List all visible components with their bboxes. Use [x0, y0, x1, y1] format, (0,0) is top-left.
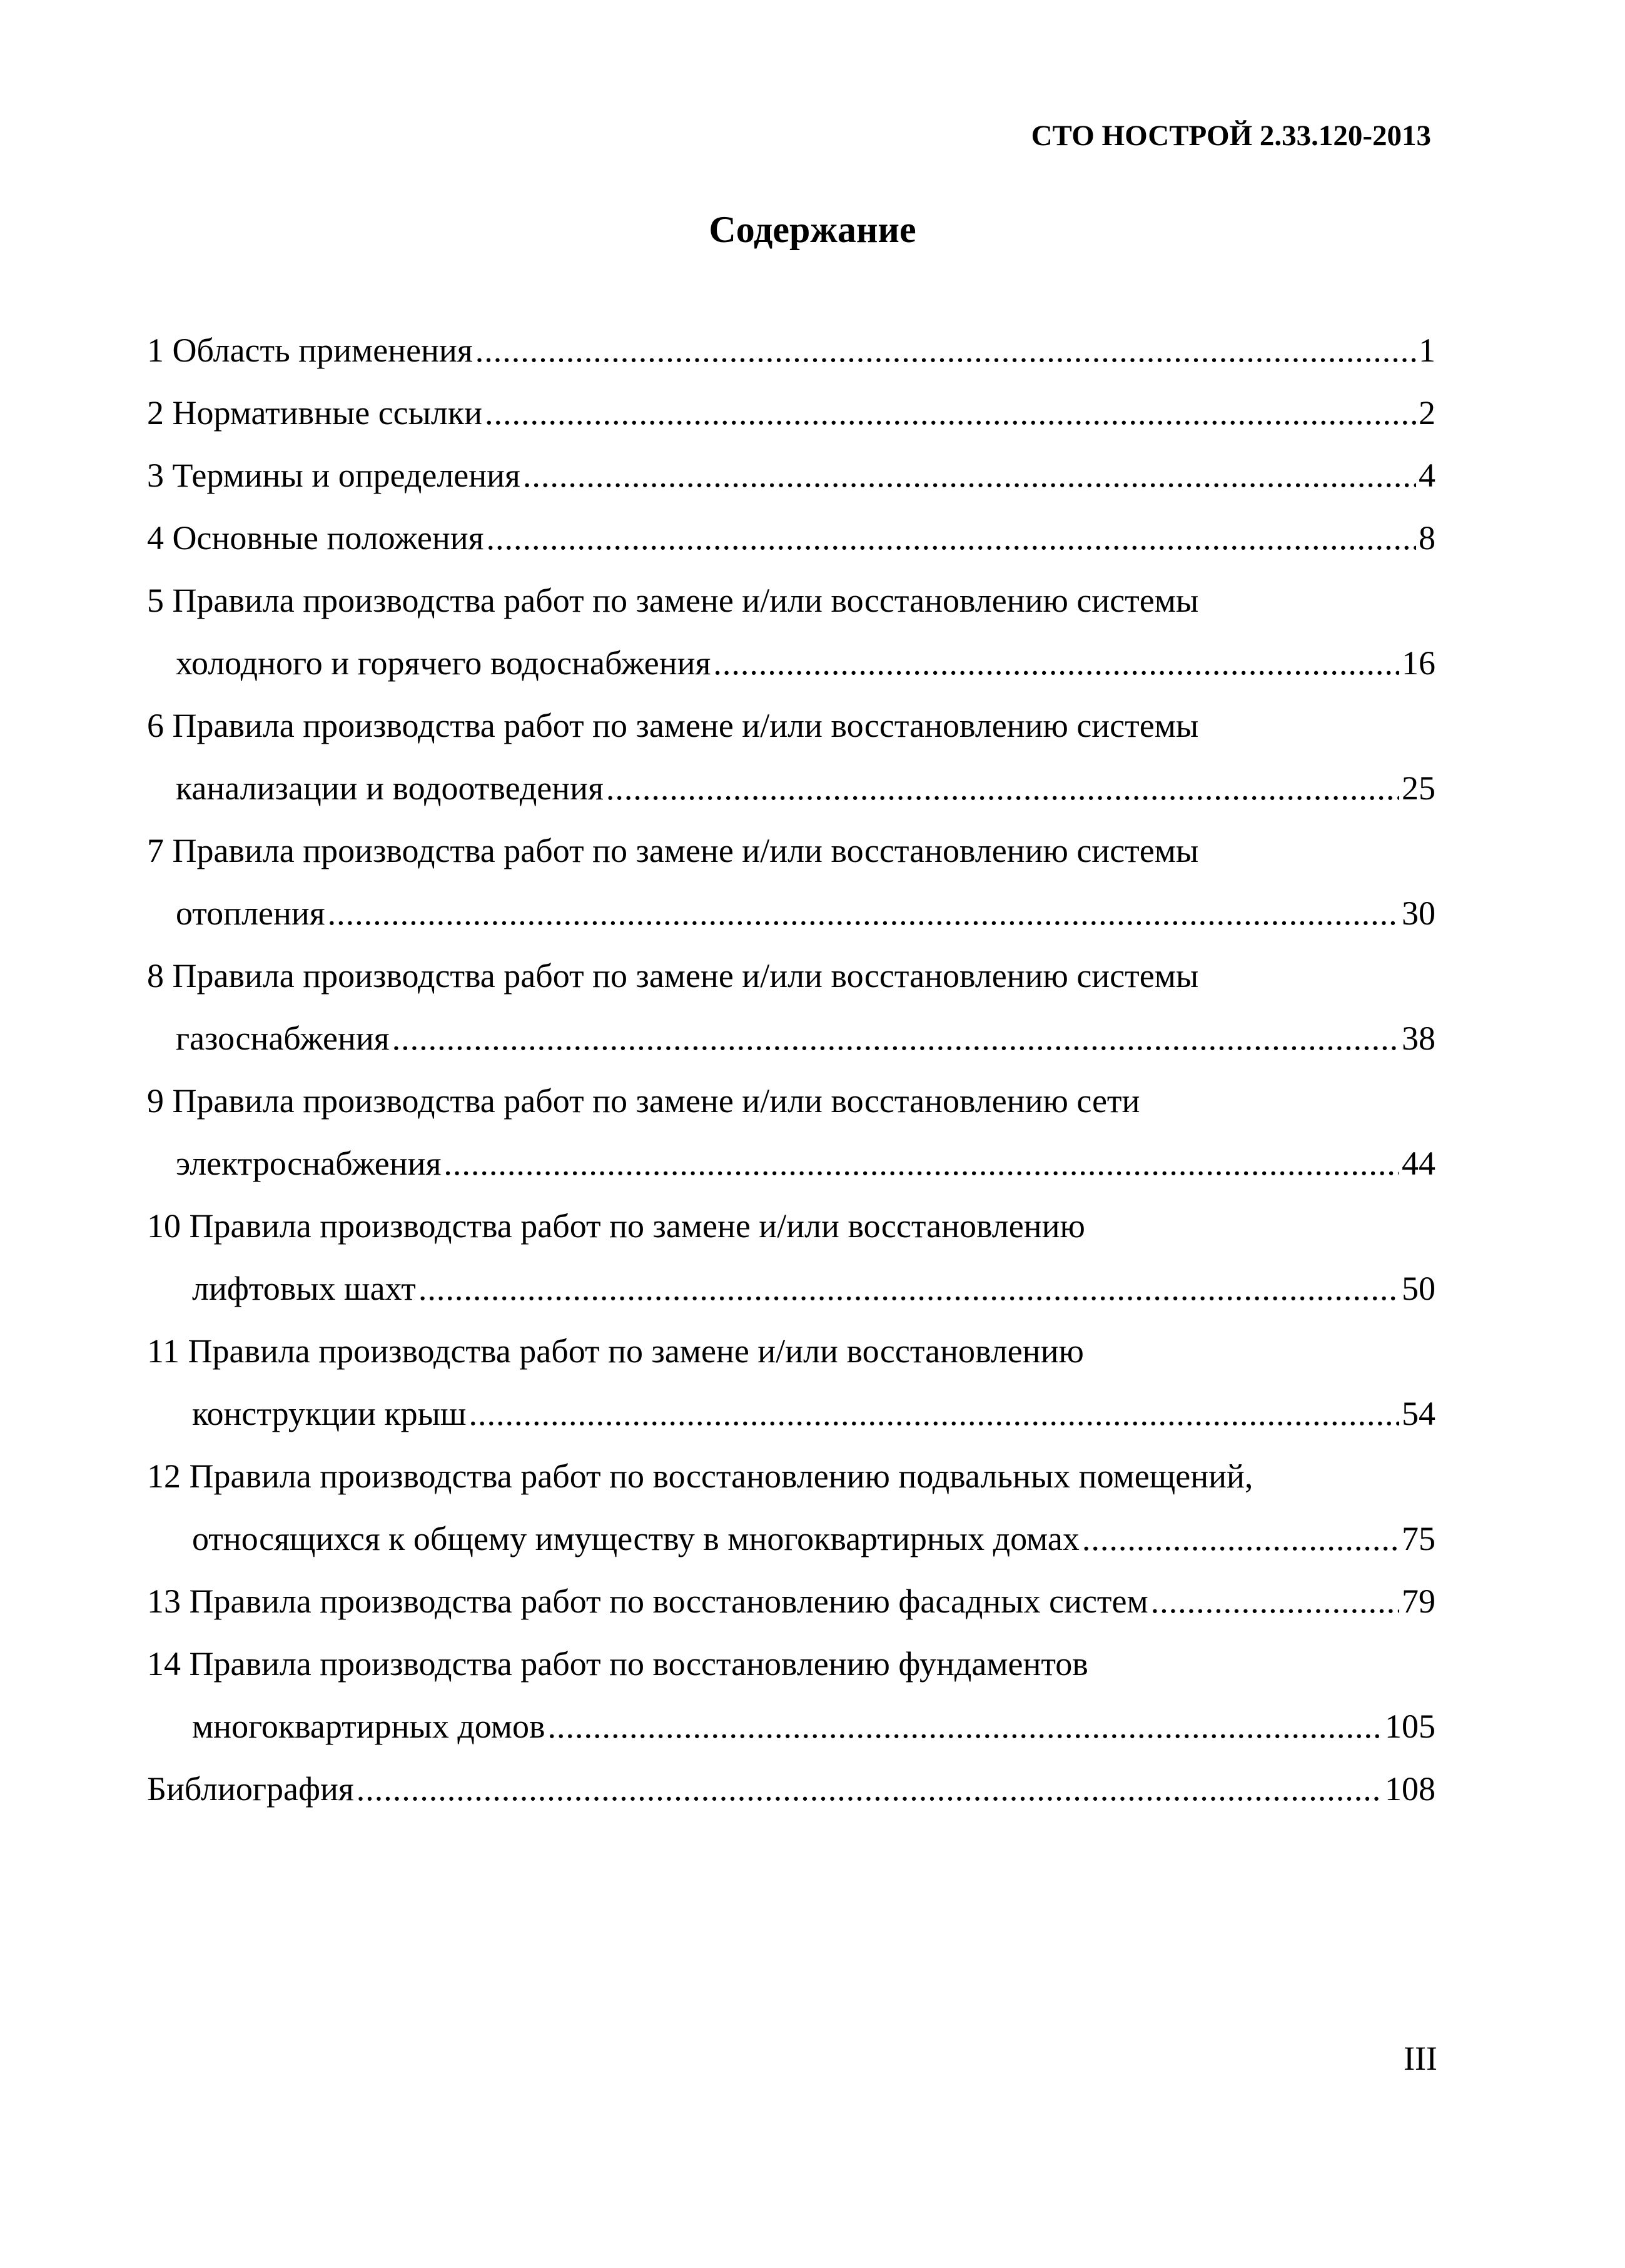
toc-leader-dots [485, 382, 1416, 444]
toc-entry-title-cont: конструкции крыш [192, 1395, 467, 1432]
toc-entry-second-line[interactable] [147, 757, 1435, 819]
toc-entry-second-line[interactable] [147, 1007, 1435, 1070]
toc-entry-title: 2 Нормативные ссылки [147, 394, 482, 432]
toc-leader-dots [1151, 1570, 1399, 1633]
toc-entry-page: 108 [1385, 1770, 1435, 1808]
toc-entry-second-line[interactable] [147, 1507, 1435, 1570]
toc-entry-title-cont: канализации и водоотведения [176, 769, 604, 807]
toc-entry-page: 30 [1402, 894, 1435, 932]
toc-entry-page: 38 [1402, 1020, 1435, 1057]
toc-leader-dots [468, 1382, 1399, 1445]
toc-entry-title: 1 Область применения [147, 332, 473, 369]
toc-entry-title: 5 Правила производства работ по замене и/или восстановлению системы [147, 582, 1199, 619]
toc-entry[interactable] [147, 1570, 1435, 1633]
toc-entry-page: 54 [1402, 1395, 1435, 1432]
toc-leader-dots [523, 444, 1416, 507]
toc-entry-title: 12 Правила производства работ по восстановлению подвальных помещений, [147, 1457, 1253, 1495]
toc-entry-second-line[interactable] [147, 1257, 1435, 1320]
toc-entry-second-line[interactable] [147, 1695, 1435, 1758]
toc-entry-page: 75 [1402, 1520, 1435, 1557]
toc-entry-title-cont: многоквартирных домов [192, 1708, 545, 1745]
toc-leader-dots [328, 882, 1399, 944]
toc-entry-title-cont: холодного и горячего водоснабжения [176, 644, 711, 682]
toc-entry-second-line[interactable] [147, 882, 1435, 944]
toc-entry-first-line[interactable] [147, 944, 1435, 1007]
toc-entry-first-line[interactable] [147, 1320, 1435, 1382]
toc-leader-dots [1082, 1507, 1399, 1570]
toc-entry-first-line[interactable] [147, 569, 1435, 632]
toc-entry-title-cont: отопления [176, 894, 325, 932]
toc-entry-title: 14 Правила производства работ по восстановлению фундаментов [147, 1645, 1088, 1683]
toc-entry-page: 4 [1419, 457, 1435, 494]
toc-leader-dots [475, 319, 1416, 382]
toc-leader-dots [443, 1132, 1399, 1195]
document-code: СТО НОСТРОЙ 2.33.120-2013 [1031, 119, 1431, 152]
toc-entry-page: 105 [1385, 1708, 1435, 1745]
toc-entry-title: 11 Правила производства работ по замене и/или восстановлению [147, 1332, 1084, 1370]
toc-entry[interactable] [147, 444, 1435, 507]
toc-entry-first-line[interactable] [147, 1195, 1435, 1257]
toc-leader-dots [392, 1007, 1399, 1070]
toc-entry-title: 3 Термины и определения [147, 457, 520, 494]
toc-entry-title: 13 Правила производства работ по восстановлению фасадных систем [147, 1582, 1148, 1620]
toc-entry-page: 50 [1402, 1270, 1435, 1307]
toc-entry-title: 6 Правила производства работ по замене и/или восстановлению системы [147, 707, 1199, 744]
toc-entry-title: 10 Правила производства работ по замене и/или восстановлению [147, 1207, 1085, 1245]
toc-entry-page: 16 [1402, 644, 1435, 682]
toc-entry-page: 44 [1402, 1145, 1435, 1182]
toc-entry-first-line[interactable] [147, 1070, 1435, 1132]
toc-entry[interactable] [147, 319, 1435, 382]
toc-entry-page: 2 [1419, 394, 1435, 432]
toc-entry-title: Библиография [147, 1770, 354, 1808]
toc-entry-second-line[interactable] [147, 1382, 1435, 1445]
toc-leader-dots [547, 1695, 1382, 1758]
toc-entry-first-line[interactable] [147, 1445, 1435, 1507]
toc-entry[interactable] [147, 507, 1435, 569]
toc-entry-page: 79 [1402, 1582, 1435, 1620]
toc-entry-title: 8 Правила производства работ по замене и/или восстановлению системы [147, 957, 1199, 995]
toc-leader-dots [487, 507, 1417, 569]
toc-entry-first-line[interactable] [147, 1633, 1435, 1695]
toc-entry[interactable] [147, 382, 1435, 444]
toc-leader-dots [713, 632, 1399, 694]
toc-entry-title: 4 Основные положения [147, 519, 484, 557]
toc-entry-page: 25 [1402, 769, 1435, 807]
toc-entry-title: 7 Правила производства работ по замене и/или восстановлению системы [147, 832, 1199, 869]
toc-entry-second-line[interactable] [147, 1132, 1435, 1195]
page-number: III [1404, 2040, 1437, 2077]
toc-entry-page: 1 [1419, 332, 1435, 369]
toc-leader-dots [357, 1758, 1382, 1820]
toc-leader-dots [606, 757, 1399, 819]
toc-entry-title-cont: электроснабжения [176, 1145, 442, 1182]
toc-entry-title: 9 Правила производства работ по замене и/или восстановлению сети [147, 1082, 1140, 1120]
toc-entry-first-line[interactable] [147, 819, 1435, 882]
toc-entry-title-cont: газоснабжения [176, 1020, 390, 1057]
toc-leader-dots [418, 1257, 1399, 1320]
toc-entry-title-cont: лифтовых шахт [192, 1270, 416, 1307]
table-of-contents [147, 319, 1435, 1820]
page-title: Содержание [709, 209, 916, 250]
toc-entry-second-line[interactable] [147, 632, 1435, 694]
toc-entry-page: 8 [1419, 519, 1435, 557]
toc-entry-title-cont: относящихся к общему имуществу в многоквартирных домах [192, 1520, 1080, 1557]
toc-entry-first-line[interactable] [147, 694, 1435, 757]
toc-entry-bibliography[interactable] [147, 1758, 1435, 1820]
